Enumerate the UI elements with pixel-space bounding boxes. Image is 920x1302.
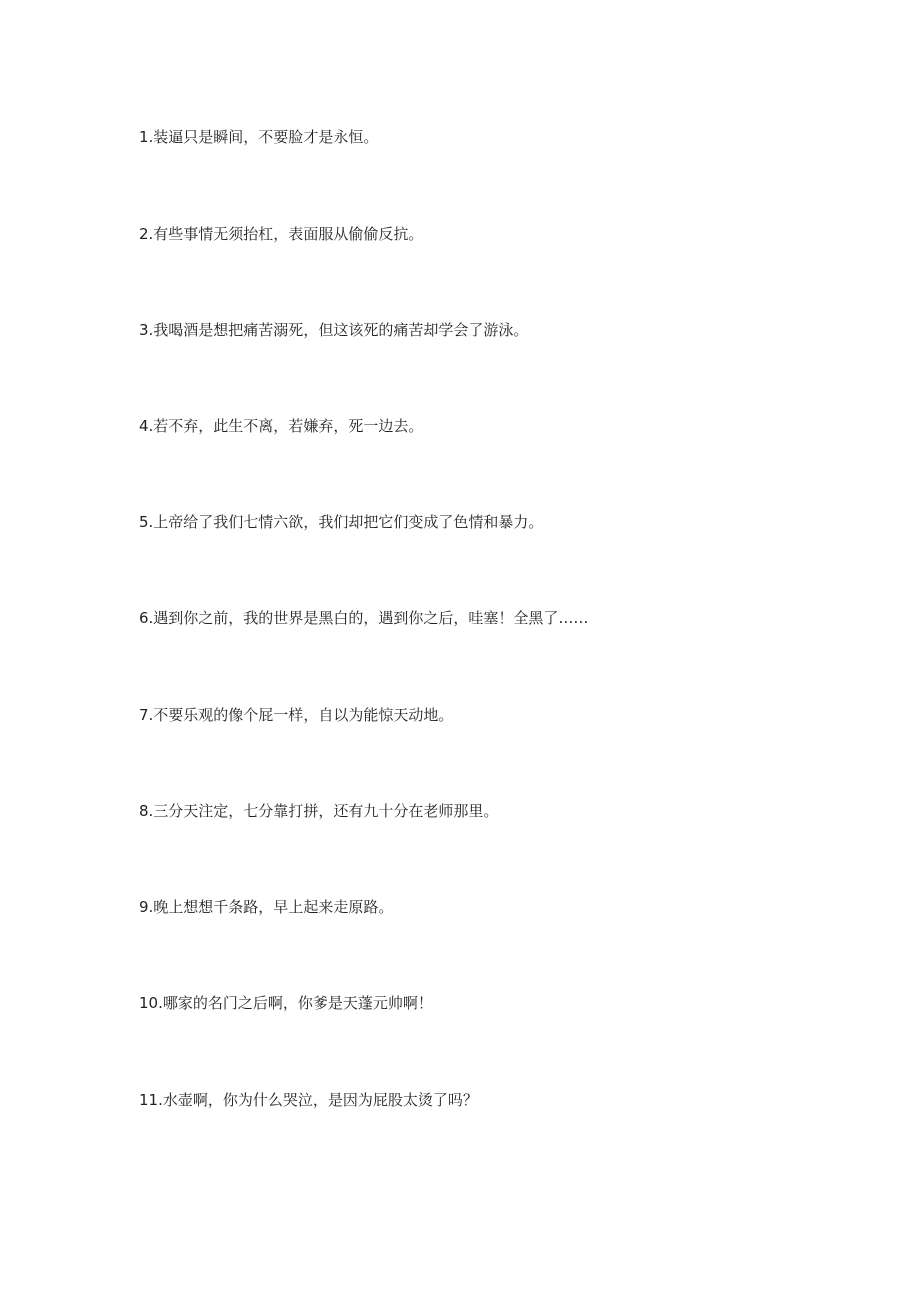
list-item: 4.若不弃，此生不离，若嫌弃，死一边去。 (139, 417, 424, 435)
list-item: 7.不要乐观的像个屁一样，自以为能惊天动地。 (139, 706, 454, 724)
list-item: 1.装逼只是瞬间，不要脸才是永恒。 (139, 128, 379, 146)
list-item: 9.晚上想想千条路，早上起来走原路。 (139, 898, 394, 916)
list-item: 8.三分天注定，七分靠打拼，还有九十分在老师那里。 (139, 802, 499, 820)
list-item: 6.遇到你之前，我的世界是黑白的，遇到你之后，哇塞！全黑了…… (139, 609, 589, 627)
list-item: 2.有些事情无须抬杠，表面服从偷偷反抗。 (139, 225, 424, 243)
list-item: 5.上帝给了我们七情六欲，我们却把它们变成了色情和暴力。 (139, 513, 544, 531)
list-item: 10.哪家的名门之后啊，你爹是天蓬元帅啊！ (139, 994, 433, 1012)
list-item: 3.我喝酒是想把痛苦溺死，但这该死的痛苦却学会了游泳。 (139, 321, 529, 339)
list-item: 11.水壶啊，你为什么哭泣，是因为屁股太烫了吗？ (139, 1091, 478, 1109)
